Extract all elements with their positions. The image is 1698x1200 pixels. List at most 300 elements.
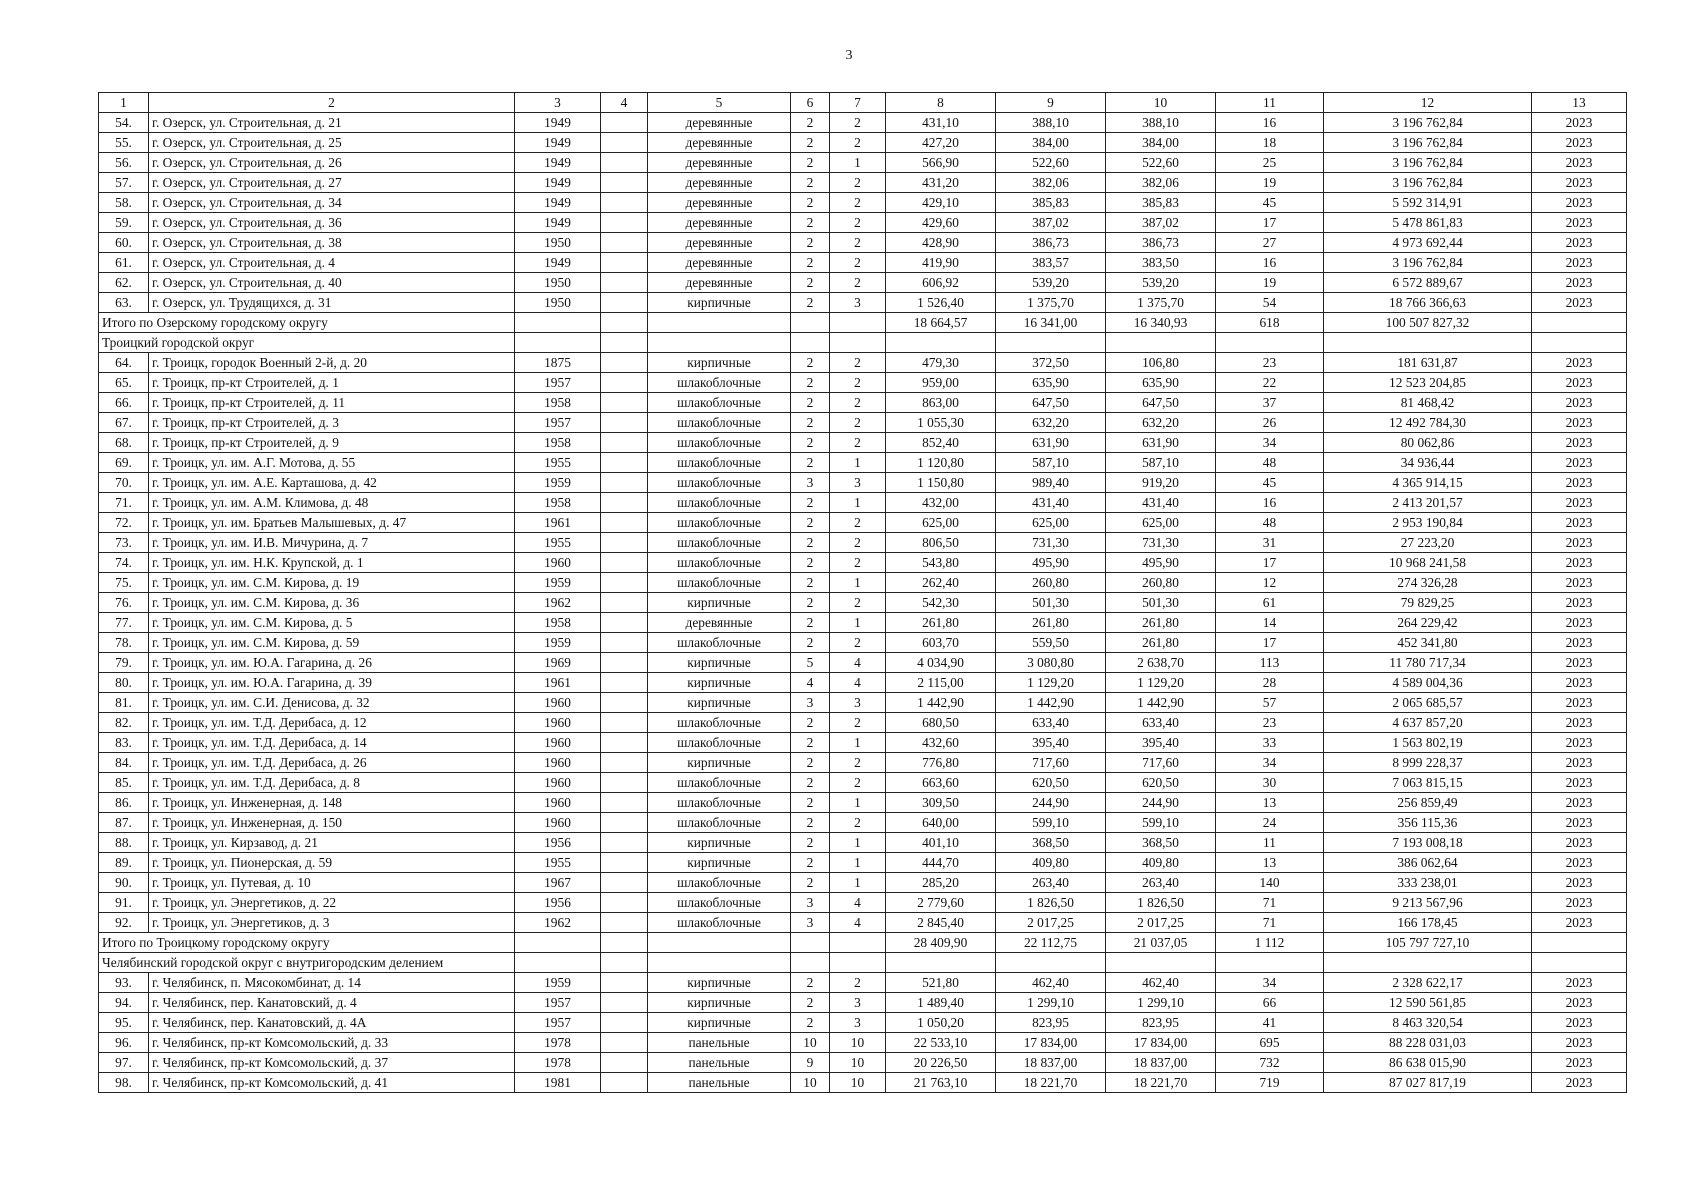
empty-cell <box>1106 953 1216 973</box>
floors-cell: 9 <box>791 1053 830 1073</box>
address-cell: г. Троицк, ул. им. И.В. Мичурина, д. 7 <box>149 533 515 553</box>
cost-cell: 8 999 228,37 <box>1324 753 1532 773</box>
entrances-cell: 2 <box>830 173 886 193</box>
address-cell: г. Троицк, ул. им. Т.Д. Дерибаса, д. 12 <box>149 713 515 733</box>
area-living-cell: 1 442,90 <box>996 693 1106 713</box>
entrances-cell: 4 <box>830 653 886 673</box>
year-cell: 1959 <box>515 573 601 593</box>
empty-cell <box>601 193 648 213</box>
area-residential-cell: 261,80 <box>1106 613 1216 633</box>
cost-cell: 87 027 817,19 <box>1324 1073 1532 1093</box>
material-cell: шлакоблочные <box>648 633 791 653</box>
empty-cell <box>996 953 1106 973</box>
area-residential-cell: 501,30 <box>1106 593 1216 613</box>
entrances-cell: 10 <box>830 1073 886 1093</box>
material-cell: деревянные <box>648 113 791 133</box>
plan-year-cell: 2023 <box>1532 1013 1627 1033</box>
address-cell: г. Троицк, ул. Путевая, д. 10 <box>149 873 515 893</box>
empty-cell <box>601 913 648 933</box>
table-row <box>99 353 1627 373</box>
material-cell: деревянные <box>648 613 791 633</box>
residents-cell: 19 <box>1216 173 1324 193</box>
area-living-cell: 3 080,80 <box>996 653 1106 673</box>
row-number: 87. <box>99 813 149 833</box>
area-living-cell: 385,83 <box>996 193 1106 213</box>
area-living-cell: 501,30 <box>996 593 1106 613</box>
year-cell: 1950 <box>515 293 601 313</box>
column-number-header: 10 <box>1106 93 1216 113</box>
plan-year-cell: 2023 <box>1532 193 1627 213</box>
empty-cell <box>601 853 648 873</box>
address-cell: г. Троицк, ул. им. Н.К. Крупской, д. 1 <box>149 553 515 573</box>
floors-cell: 2 <box>791 793 830 813</box>
table-row <box>99 393 1627 413</box>
floors-cell: 2 <box>791 533 830 553</box>
empty-cell <box>515 933 601 953</box>
row-number: 86. <box>99 793 149 813</box>
floors-cell: 2 <box>791 713 830 733</box>
entrances-cell: 1 <box>830 573 886 593</box>
entrances-cell: 3 <box>830 473 886 493</box>
entrances-cell: 1 <box>830 873 886 893</box>
empty-cell <box>601 233 648 253</box>
plan-year-cell: 2023 <box>1532 553 1627 573</box>
material-cell: кирпичные <box>648 593 791 613</box>
area-living-cell: 263,40 <box>996 873 1106 893</box>
table-row <box>99 1033 1627 1053</box>
empty-cell <box>601 773 648 793</box>
table-row <box>99 553 1627 573</box>
cost-cell: 2 065 685,57 <box>1324 693 1532 713</box>
entrances-cell: 1 <box>830 733 886 753</box>
entrances-cell: 1 <box>830 453 886 473</box>
entrances-cell: 1 <box>830 793 886 813</box>
empty-cell <box>830 953 886 973</box>
area-total-cell: 806,50 <box>886 533 996 553</box>
area-total-cell: 542,30 <box>886 593 996 613</box>
area-residential-cell: 18 837,00 <box>1106 1053 1216 1073</box>
housing-registry-table <box>98 92 1627 1093</box>
floors-cell: 3 <box>791 893 830 913</box>
entrances-cell: 3 <box>830 993 886 1013</box>
area-total-cell: 20 226,50 <box>886 1053 996 1073</box>
entrances-cell: 2 <box>830 353 886 373</box>
district-header-row <box>99 953 1627 973</box>
address-cell: г. Челябинск, пер. Канатовский, д. 4А <box>149 1013 515 1033</box>
empty-cell <box>601 673 648 693</box>
cost-cell: 79 829,25 <box>1324 593 1532 613</box>
material-cell: деревянные <box>648 273 791 293</box>
empty-cell <box>601 513 648 533</box>
empty-cell <box>830 933 886 953</box>
empty-cell <box>601 413 648 433</box>
floors-cell: 2 <box>791 173 830 193</box>
empty-cell <box>601 613 648 633</box>
floors-cell: 2 <box>791 513 830 533</box>
table-row <box>99 413 1627 433</box>
entrances-cell: 2 <box>830 813 886 833</box>
plan-year-cell: 2023 <box>1532 613 1627 633</box>
cost-cell: 7 063 815,15 <box>1324 773 1532 793</box>
material-cell: шлакоблочные <box>648 793 791 813</box>
plan-year-cell <box>1532 933 1627 953</box>
area-living-cell: 599,10 <box>996 813 1106 833</box>
row-number: 83. <box>99 733 149 753</box>
material-cell: шлакоблочные <box>648 433 791 453</box>
plan-year-cell: 2023 <box>1532 1073 1627 1093</box>
year-cell: 1960 <box>515 753 601 773</box>
plan-year-cell: 2023 <box>1532 693 1627 713</box>
empty-cell <box>886 953 996 973</box>
plan-year-cell: 2023 <box>1532 853 1627 873</box>
area-living-cell: 22 112,75 <box>996 933 1106 953</box>
address-cell: г. Троицк, ул. им. С.М. Кирова, д. 36 <box>149 593 515 613</box>
row-number: 69. <box>99 453 149 473</box>
area-residential-cell: 731,30 <box>1106 533 1216 553</box>
area-living-cell: 244,90 <box>996 793 1106 813</box>
area-living-cell: 368,50 <box>996 833 1106 853</box>
material-cell: шлакоблочные <box>648 813 791 833</box>
table-row <box>99 733 1627 753</box>
table-row <box>99 213 1627 233</box>
area-living-cell: 388,10 <box>996 113 1106 133</box>
area-living-cell: 395,40 <box>996 733 1106 753</box>
year-cell: 1960 <box>515 793 601 813</box>
empty-cell <box>601 1013 648 1033</box>
cost-cell: 10 968 241,58 <box>1324 553 1532 573</box>
row-number: 90. <box>99 873 149 893</box>
area-living-cell: 989,40 <box>996 473 1106 493</box>
address-cell: г. Троицк, ул. Энергетиков, д. 22 <box>149 893 515 913</box>
residents-cell: 732 <box>1216 1053 1324 1073</box>
address-cell: г. Озерск, ул. Строительная, д. 26 <box>149 153 515 173</box>
entrances-cell: 4 <box>830 673 886 693</box>
cost-cell: 452 341,80 <box>1324 633 1532 653</box>
table-row <box>99 233 1627 253</box>
area-residential-cell: 539,20 <box>1106 273 1216 293</box>
area-total-cell: 18 664,57 <box>886 313 996 333</box>
empty-cell <box>601 333 648 353</box>
address-cell: г. Челябинск, пр-кт Комсомольский, д. 37 <box>149 1053 515 1073</box>
plan-year-cell: 2023 <box>1532 1053 1627 1073</box>
residents-cell: 45 <box>1216 193 1324 213</box>
area-residential-cell: 21 037,05 <box>1106 933 1216 953</box>
row-number: 93. <box>99 973 149 993</box>
area-total-cell: 444,70 <box>886 853 996 873</box>
floors-cell: 2 <box>791 293 830 313</box>
address-cell: г. Озерск, ул. Трудящихся, д. 31 <box>149 293 515 313</box>
row-number: 96. <box>99 1033 149 1053</box>
column-number-header: 6 <box>791 93 830 113</box>
area-living-cell: 717,60 <box>996 753 1106 773</box>
cost-cell: 81 468,42 <box>1324 393 1532 413</box>
address-cell: г. Троицк, ул. им. А.Е. Карташова, д. 42 <box>149 473 515 493</box>
area-living-cell: 731,30 <box>996 533 1106 553</box>
empty-cell <box>601 973 648 993</box>
empty-cell <box>601 453 648 473</box>
entrances-cell: 2 <box>830 593 886 613</box>
address-cell: г. Троицк, ул. им. Братьев Малышевых, д. 47 <box>149 513 515 533</box>
floors-cell: 2 <box>791 1013 830 1033</box>
row-number: 71. <box>99 493 149 513</box>
floors-cell: 2 <box>791 273 830 293</box>
address-cell: г. Озерск, ул. Строительная, д. 36 <box>149 213 515 233</box>
empty-cell <box>886 333 996 353</box>
area-residential-cell: 2 017,25 <box>1106 913 1216 933</box>
empty-cell <box>1324 333 1532 353</box>
column-number-header: 3 <box>515 93 601 113</box>
floors-cell: 2 <box>791 113 830 133</box>
year-cell: 1967 <box>515 873 601 893</box>
year-cell: 1962 <box>515 593 601 613</box>
year-cell: 1949 <box>515 253 601 273</box>
empty-cell <box>601 253 648 273</box>
empty-cell <box>601 633 648 653</box>
residents-cell: 57 <box>1216 693 1324 713</box>
address-cell: г. Троицк, городок Военный 2-й, д. 20 <box>149 353 515 373</box>
table-row <box>99 873 1627 893</box>
area-residential-cell: 382,06 <box>1106 173 1216 193</box>
area-total-cell: 1 489,40 <box>886 993 996 1013</box>
floors-cell: 2 <box>791 573 830 593</box>
area-residential-cell: 717,60 <box>1106 753 1216 773</box>
year-cell: 1949 <box>515 173 601 193</box>
area-total-cell: 543,80 <box>886 553 996 573</box>
floors-cell: 2 <box>791 753 830 773</box>
residents-cell: 14 <box>1216 613 1324 633</box>
row-number: 60. <box>99 233 149 253</box>
floors-cell: 2 <box>791 413 830 433</box>
residents-cell: 17 <box>1216 633 1324 653</box>
floors-cell: 2 <box>791 813 830 833</box>
cost-cell: 256 859,49 <box>1324 793 1532 813</box>
residents-cell: 41 <box>1216 1013 1324 1033</box>
area-residential-cell: 632,20 <box>1106 413 1216 433</box>
entrances-cell: 2 <box>830 433 886 453</box>
table-row <box>99 693 1627 713</box>
year-cell: 1969 <box>515 653 601 673</box>
cost-cell: 12 492 784,30 <box>1324 413 1532 433</box>
residents-cell: 19 <box>1216 273 1324 293</box>
address-cell: г. Озерск, ул. Строительная, д. 38 <box>149 233 515 253</box>
year-cell: 1957 <box>515 413 601 433</box>
cost-cell: 4 973 692,44 <box>1324 233 1532 253</box>
empty-cell <box>601 1053 648 1073</box>
empty-cell <box>648 333 791 353</box>
area-living-cell: 539,20 <box>996 273 1106 293</box>
empty-cell <box>601 573 648 593</box>
empty-cell <box>601 433 648 453</box>
area-living-cell: 559,50 <box>996 633 1106 653</box>
table-row <box>99 513 1627 533</box>
area-total-cell: 429,10 <box>886 193 996 213</box>
plan-year-cell: 2023 <box>1532 293 1627 313</box>
residents-cell: 34 <box>1216 433 1324 453</box>
residents-cell: 22 <box>1216 373 1324 393</box>
residents-cell: 24 <box>1216 813 1324 833</box>
residents-cell: 30 <box>1216 773 1324 793</box>
empty-cell <box>601 273 648 293</box>
area-residential-cell: 261,80 <box>1106 633 1216 653</box>
empty-cell <box>791 953 830 973</box>
row-number: 78. <box>99 633 149 653</box>
floors-cell: 3 <box>791 913 830 933</box>
address-cell: г. Троицк, ул. им. С.М. Кирова, д. 19 <box>149 573 515 593</box>
table-row <box>99 573 1627 593</box>
residents-cell: 12 <box>1216 573 1324 593</box>
row-number: 66. <box>99 393 149 413</box>
area-residential-cell: 1 299,10 <box>1106 993 1216 1013</box>
year-cell: 1960 <box>515 813 601 833</box>
empty-cell <box>515 333 601 353</box>
table-row <box>99 833 1627 853</box>
floors-cell: 2 <box>791 453 830 473</box>
cost-cell: 88 228 031,03 <box>1324 1033 1532 1053</box>
table-row <box>99 453 1627 473</box>
area-residential-cell: 16 340,93 <box>1106 313 1216 333</box>
row-number: 89. <box>99 853 149 873</box>
cost-cell: 4 365 914,15 <box>1324 473 1532 493</box>
cost-cell: 105 797 727,10 <box>1324 933 1532 953</box>
area-living-cell: 16 341,00 <box>996 313 1106 333</box>
empty-cell <box>601 533 648 553</box>
entrances-cell: 2 <box>830 553 886 573</box>
area-total-cell: 566,90 <box>886 153 996 173</box>
material-cell: кирпичные <box>648 973 791 993</box>
material-cell: деревянные <box>648 193 791 213</box>
plan-year-cell: 2023 <box>1532 213 1627 233</box>
address-cell: г. Троицк, ул. им. Т.Д. Дерибаса, д. 26 <box>149 753 515 773</box>
residents-cell: 71 <box>1216 893 1324 913</box>
area-total-cell: 852,40 <box>886 433 996 453</box>
cost-cell: 333 238,01 <box>1324 873 1532 893</box>
residents-cell: 695 <box>1216 1033 1324 1053</box>
empty-cell <box>1216 953 1324 973</box>
floors-cell: 10 <box>791 1033 830 1053</box>
floors-cell: 4 <box>791 673 830 693</box>
table-row <box>99 273 1627 293</box>
year-cell: 1960 <box>515 693 601 713</box>
row-number: 97. <box>99 1053 149 1073</box>
column-number-header: 4 <box>601 93 648 113</box>
page-number: 3 <box>845 48 853 63</box>
empty-cell <box>601 1033 648 1053</box>
row-number: 95. <box>99 1013 149 1033</box>
plan-year-cell: 2023 <box>1532 133 1627 153</box>
address-cell: г. Троицк, пр-кт Строителей, д. 3 <box>149 413 515 433</box>
cost-cell: 80 062,86 <box>1324 433 1532 453</box>
residents-cell: 23 <box>1216 353 1324 373</box>
material-cell: деревянные <box>648 213 791 233</box>
cost-cell: 9 213 567,96 <box>1324 893 1532 913</box>
year-cell: 1950 <box>515 233 601 253</box>
area-living-cell: 372,50 <box>996 353 1106 373</box>
residents-cell: 61 <box>1216 593 1324 613</box>
entrances-cell: 1 <box>830 153 886 173</box>
material-cell: кирпичные <box>648 353 791 373</box>
floors-cell: 2 <box>791 373 830 393</box>
row-number: 81. <box>99 693 149 713</box>
material-cell: шлакоблочные <box>648 533 791 553</box>
empty-cell <box>601 753 648 773</box>
district-header-row <box>99 333 1627 353</box>
residents-cell: 34 <box>1216 973 1324 993</box>
empty-cell <box>996 333 1106 353</box>
cost-cell: 264 229,42 <box>1324 613 1532 633</box>
area-total-cell: 28 409,90 <box>886 933 996 953</box>
floors-cell: 2 <box>791 133 830 153</box>
material-cell: шлакоблочные <box>648 493 791 513</box>
empty-cell <box>648 953 791 973</box>
address-cell: г. Троицк, ул. им. С.М. Кирова, д. 59 <box>149 633 515 653</box>
floors-cell: 2 <box>791 393 830 413</box>
address-cell: г. Троицк, ул. им. Ю.А. Гагарина, д. 26 <box>149 653 515 673</box>
cost-cell: 166 178,45 <box>1324 913 1532 933</box>
cost-cell: 3 196 762,84 <box>1324 173 1532 193</box>
material-cell: кирпичные <box>648 853 791 873</box>
row-number: 74. <box>99 553 149 573</box>
address-cell: г. Челябинск, п. Мясокомбинат, д. 14 <box>149 973 515 993</box>
row-number: 62. <box>99 273 149 293</box>
area-living-cell: 382,06 <box>996 173 1106 193</box>
floors-cell: 10 <box>791 1073 830 1093</box>
entrances-cell: 2 <box>830 633 886 653</box>
cost-cell: 274 326,28 <box>1324 573 1532 593</box>
address-cell: г. Челябинск, пр-кт Комсомольский, д. 33 <box>149 1033 515 1053</box>
year-cell: 1958 <box>515 433 601 453</box>
entrances-cell: 2 <box>830 773 886 793</box>
row-number: 91. <box>99 893 149 913</box>
area-living-cell: 261,80 <box>996 613 1106 633</box>
material-cell: шлакоблочные <box>648 393 791 413</box>
area-total-cell: 625,00 <box>886 513 996 533</box>
residents-cell: 1 112 <box>1216 933 1324 953</box>
area-total-cell: 640,00 <box>886 813 996 833</box>
empty-cell <box>1532 333 1627 353</box>
entrances-cell: 2 <box>830 273 886 293</box>
area-residential-cell: 522,60 <box>1106 153 1216 173</box>
year-cell: 1959 <box>515 973 601 993</box>
year-cell: 1958 <box>515 393 601 413</box>
material-cell: кирпичные <box>648 693 791 713</box>
area-total-cell: 22 533,10 <box>886 1033 996 1053</box>
address-cell: г. Троицк, ул. Кирзавод, д. 21 <box>149 833 515 853</box>
table-row <box>99 653 1627 673</box>
area-living-cell: 1 375,70 <box>996 293 1106 313</box>
year-cell: 1958 <box>515 613 601 633</box>
area-total-cell: 432,60 <box>886 733 996 753</box>
area-living-cell: 620,50 <box>996 773 1106 793</box>
area-living-cell: 587,10 <box>996 453 1106 473</box>
cost-cell: 356 115,36 <box>1324 813 1532 833</box>
plan-year-cell: 2023 <box>1532 713 1627 733</box>
material-cell: шлакоблочные <box>648 453 791 473</box>
subtotal-label: Итого по Троицкому городскому округу <box>99 933 515 953</box>
entrances-cell: 3 <box>830 693 886 713</box>
row-number: 57. <box>99 173 149 193</box>
material-cell: шлакоблочные <box>648 913 791 933</box>
area-living-cell: 260,80 <box>996 573 1106 593</box>
entrances-cell: 3 <box>830 293 886 313</box>
empty-cell <box>601 653 648 673</box>
entrances-cell: 10 <box>830 1033 886 1053</box>
floors-cell: 2 <box>791 993 830 1013</box>
area-residential-cell: 368,50 <box>1106 833 1216 853</box>
entrances-cell: 4 <box>830 913 886 933</box>
area-living-cell: 18 837,00 <box>996 1053 1106 1073</box>
area-total-cell: 959,00 <box>886 373 996 393</box>
column-number-header: 2 <box>149 93 515 113</box>
